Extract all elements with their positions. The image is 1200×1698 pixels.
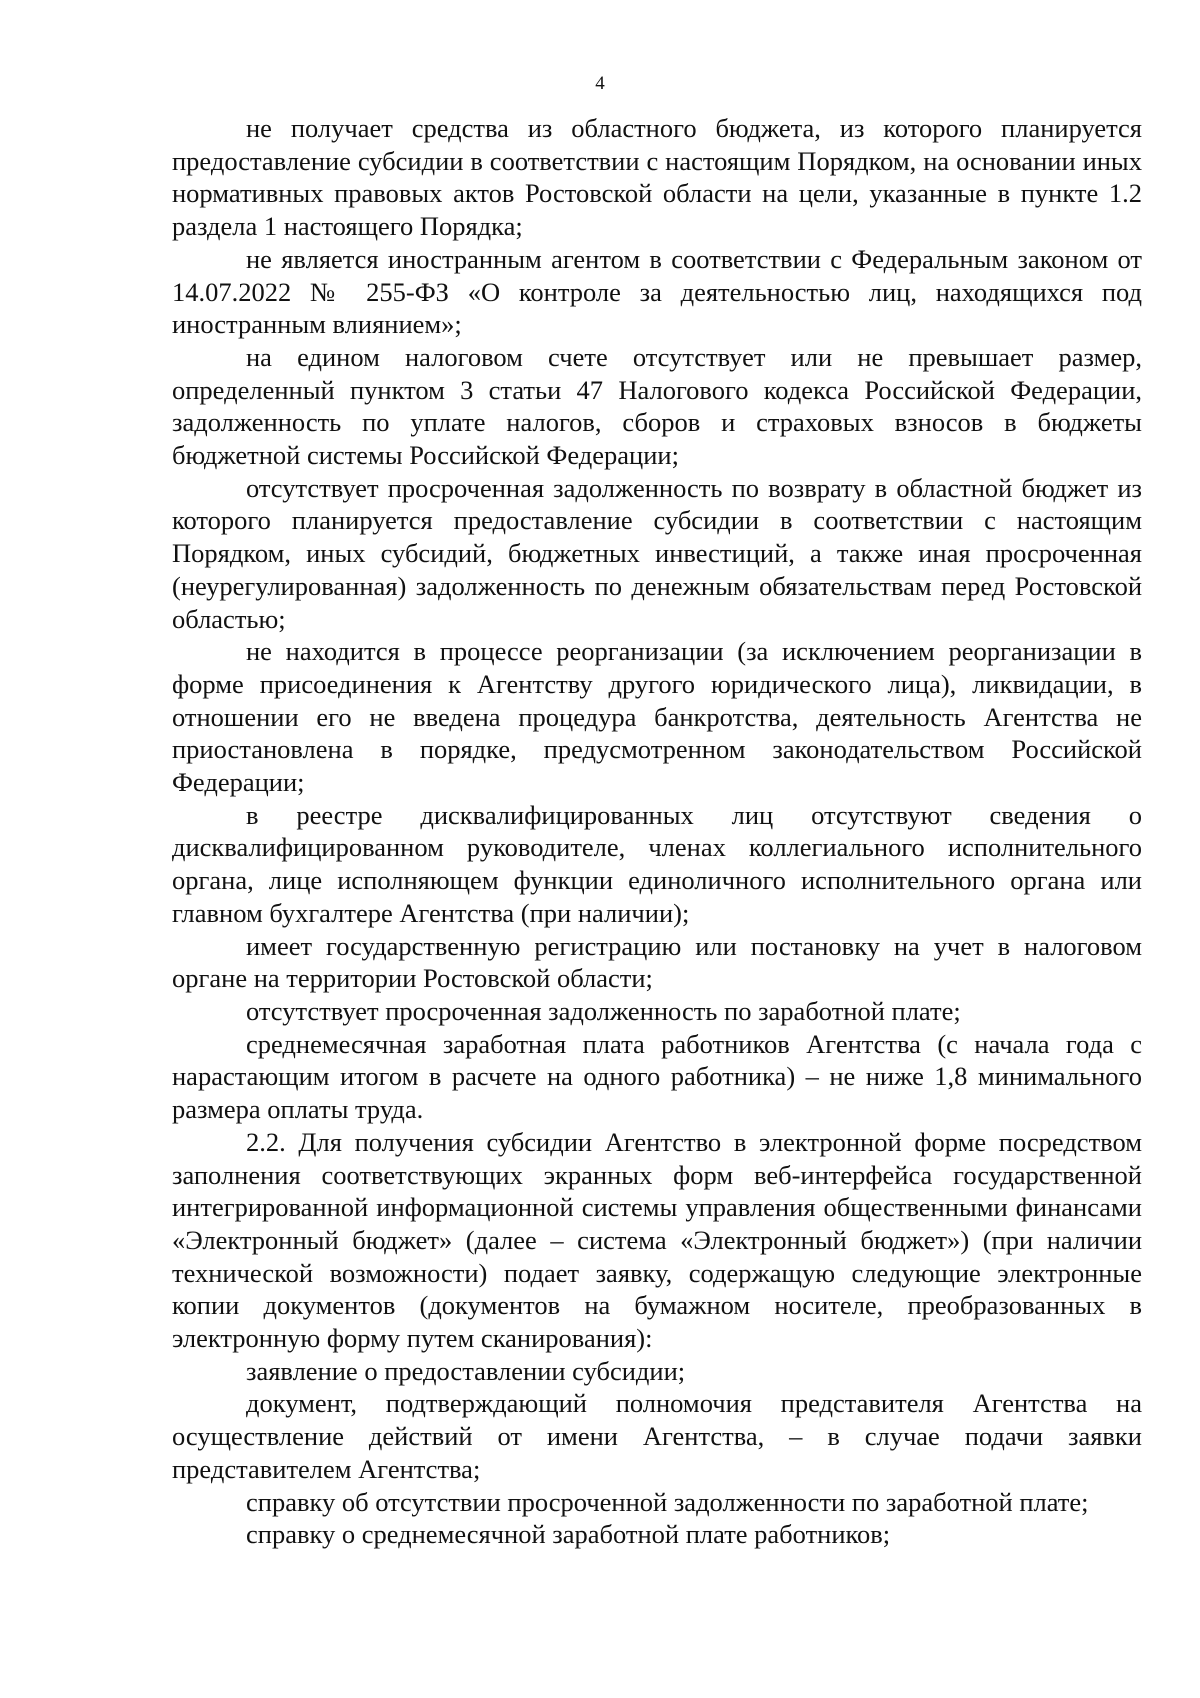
paragraph-not-foreign-agent: не является иностранным агентом в соответствии с Федеральным законом от 14.07.2022 № 255-ФЗ «О контроле за деятельностью лиц, находящихся под иностранным влиянием»; [172, 243, 1142, 340]
paragraph-tax-account: на едином налоговом счете отсутствует или не превышает размер, определенный пунктом 3 статьи 47 Налогового кодекса Российской Федерации, задолженность по уплате налогов, сборов и страховых взносов в бюджеты бюджетной системы Российской Федерации; [172, 341, 1142, 471]
paragraph-average-salary: среднемесячная заработная плата работников Агентства (с начала года с нарастающим итогом в расчете на одного работника) – не ниже 1,8 минимального размера оплаты труда. [172, 1028, 1142, 1125]
paragraph-not-receiving-budget-funds: не получает средства из областного бюджета, из которого планируется предоставление субсидии в соответствии с настоящим Порядком, на основании иных нормативных правовых актов Ростовской области на цели, указанные в пункте 1.2 раздела 1 настоящего Порядка; [172, 113, 1142, 242]
list-item-average-salary-certificate: справку о среднемесячной заработной плате работников; [246, 1519, 891, 1550]
paragraph-state-registration: имеет государственную регистрацию или постановку на учет в налоговом органе на территории Ростовской области; [172, 930, 1142, 994]
paragraph-disqualified-registry: в реестре дисквалифицированных лиц отсутствуют сведения о дисквалифицированном руководителе, членах коллегиального исполнительного органа, лице исполняющем функции единоличного исполнительного органа или главном бухгалтере Агентства (при наличии); [172, 799, 1142, 928]
paragraph-no-overdue-debt: отсутствует просроченная задолженность по возврату в областной бюджет из которого планируется предоставление субсидии в соответствии с настоящим Порядком, иных субсидий, бюджетных инвестиций, а также иная просроченная (неурегулированная) задолженность по денежным обязательствам перед Ростовской областью; [172, 472, 1142, 634]
page-number: 4 [595, 73, 605, 94]
list-item-wage-arrears-certificate: справку об отсутствии просроченной задолженности по заработной плате; [246, 1486, 1089, 1517]
paragraph-no-reorganization: не находится в процессе реорганизации (за исключением реорганизации в форме присоединения к Агентству другого юридического лица), ликвидации, в отношении его не введена процедура банкротства, деятельность Агентства не приостановлена в порядке, предусмотренном законодательством Российской Федерации; [172, 636, 1142, 798]
list-item-authority-document: документ, подтверждающий полномочия представителя Агентства на осуществление действий от имени Агентства, – в случае подачи заявки представителем Агентства; [172, 1388, 1142, 1484]
document-body [172, 112, 1142, 1551]
paragraph-section-2-2: 2.2. Для получения субсидии Агентство в электронной форме посредством заполнения соответствующих экранных форм веб-интерфейса государственной интегрированной информационной системы управления общественными финансами «Электронный бюджет» (далее – система «Электронный бюджет») (при наличии технической возможности) подает заявку, содержащую следующие электронные копии документов (документов на бумажном носителе, преобразованных в электронную форму путем сканирования): [172, 1126, 1142, 1354]
list-item-application: заявление о предоставлении субсидии; [246, 1355, 686, 1386]
paragraph-no-wage-arrears: отсутствует просроченная задолженность по заработной плате; [246, 995, 961, 1026]
